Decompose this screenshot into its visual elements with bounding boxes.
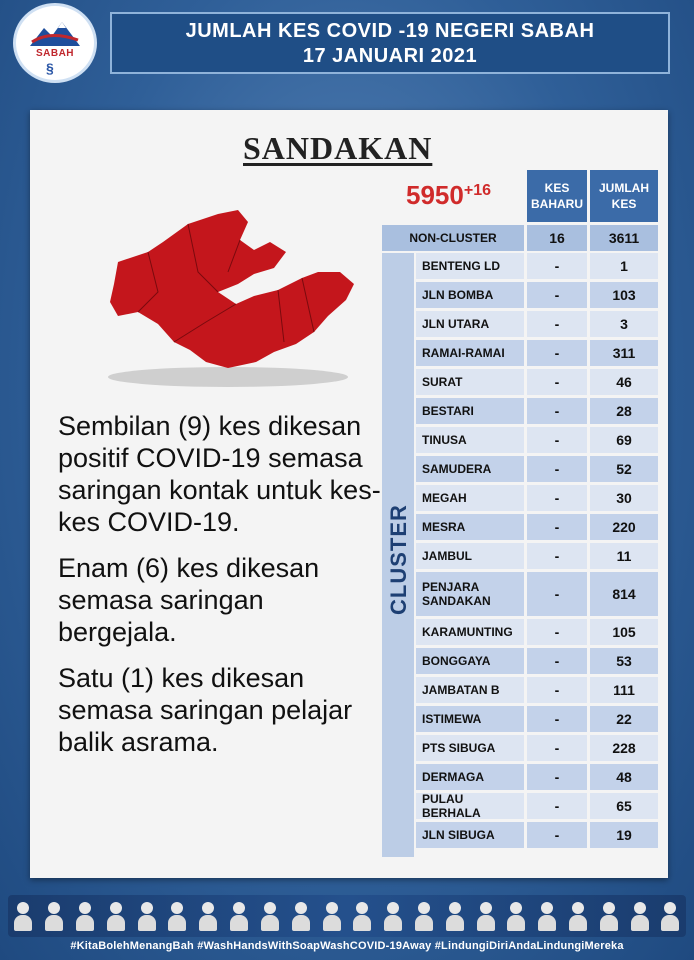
table-row (416, 514, 658, 540)
total-cases (406, 180, 491, 211)
frontliner-icon (414, 900, 434, 932)
cluster-baharu-cell: - (527, 677, 587, 703)
cluster-name-cell: SURAT (416, 369, 524, 395)
frontliner-icon (13, 900, 33, 932)
cluster-jumlah-cell: 220 (590, 514, 658, 540)
cluster-jumlah-cell: 22 (590, 706, 658, 732)
cluster-baharu-cell: - (527, 572, 587, 616)
cluster-jumlah-cell: 814 (590, 572, 658, 616)
cluster-baharu-cell: - (527, 456, 587, 482)
frontliner-icon (445, 900, 465, 932)
mountain-icon (30, 20, 80, 46)
cluster-name-cell: ISTIMEWA (416, 706, 524, 732)
cluster-name-cell: SAMUDERA (416, 456, 524, 482)
case-description (58, 410, 388, 772)
sandakan-map-icon (78, 192, 358, 392)
cluster-jumlah-cell: 52 (590, 456, 658, 482)
cluster-name-cell: JLN UTARA (416, 311, 524, 337)
cluster-name-cell: BENTENG LD (416, 253, 524, 279)
header-jumlah-kes: JUMLAH KES (590, 170, 658, 222)
frontliner-icon (44, 900, 64, 932)
non-cluster-row (382, 225, 658, 251)
table-row (416, 427, 658, 453)
cluster-baharu-cell: - (527, 398, 587, 424)
table-row (416, 340, 658, 366)
table-row (416, 253, 658, 279)
cluster-jumlah-cell: 228 (590, 735, 658, 761)
frontliner-icon (106, 900, 126, 932)
total-new-cases: +16 (463, 182, 491, 199)
cluster-name-cell: PULAU BERHALA (416, 793, 524, 819)
cluster-jumlah-cell: 46 (590, 369, 658, 395)
cluster-name-cell: BESTARI (416, 398, 524, 424)
frontliner-icon (229, 900, 249, 932)
cluster-name-cell: RAMAI-RAMAI (416, 340, 524, 366)
cluster-name-cell: DERMAGA (416, 764, 524, 790)
cluster-baharu-cell: - (527, 427, 587, 453)
page-date: 17 JANUARI 2021 (302, 45, 478, 67)
cluster-jumlah-cell: 53 (590, 648, 658, 674)
cluster-baharu-cell: - (527, 311, 587, 337)
table-row (416, 793, 658, 819)
cluster-baharu-cell: - (527, 619, 587, 645)
cluster-jumlah-cell: 311 (590, 340, 658, 366)
cluster-jumlah-cell: 65 (590, 793, 658, 819)
cluster-table (416, 253, 658, 851)
frontliner-icon (506, 900, 526, 932)
cluster-baharu-cell: - (527, 369, 587, 395)
cluster-name-cell: BONGGAYA (416, 648, 524, 674)
non-cluster-baharu: 16 (527, 225, 587, 251)
frontliner-icon (137, 900, 157, 932)
cluster-name-cell: MESRA (416, 514, 524, 540)
table-row (416, 543, 658, 569)
frontliner-icon (568, 900, 588, 932)
sabah-logo (16, 6, 94, 80)
table-row (416, 282, 658, 308)
cluster-baharu-cell: - (527, 735, 587, 761)
cluster-jumlah-cell: 1 (590, 253, 658, 279)
title-banner (110, 12, 670, 74)
logo-text: SABAH (35, 48, 75, 59)
frontliner-icon (537, 900, 557, 932)
table-row (416, 398, 658, 424)
cluster-baharu-cell: - (527, 648, 587, 674)
description-paragraph-3: Satu (1) kes dikesan semasa saringan pelajar balik asrama. (58, 663, 353, 757)
frontliner-icon (198, 900, 218, 932)
description-paragraph-2: Enam (6) kes dikesan semasa saringan bergejala. (58, 553, 320, 647)
cluster-name-cell: MEGAH (416, 485, 524, 511)
table-row (416, 677, 658, 703)
cluster-baharu-cell: - (527, 706, 587, 732)
cluster-name-cell: KARAMUNTING (416, 619, 524, 645)
frontliner-icon (476, 900, 496, 932)
cluster-name-cell: PENJARA SANDAKAN (416, 572, 524, 616)
table-row (416, 648, 658, 674)
cluster-jumlah-cell: 105 (590, 619, 658, 645)
frontliner-icon (75, 900, 95, 932)
cluster-name-cell: TINUSA (416, 427, 524, 453)
description-paragraph-1: Sembilan (9) kes dikesan positif COVID-19 semasa saringan kontak untuk kes-kes COVID-19. (58, 411, 381, 537)
cluster-jumlah-cell: 28 (590, 398, 658, 424)
frontliner-icon (167, 900, 187, 932)
logo-swoosh-icon: § (46, 60, 54, 76)
non-cluster-jumlah: 3611 (590, 225, 658, 251)
cluster-name-cell: JAMBUL (416, 543, 524, 569)
header-kes-baharu: KES BAHARU (527, 170, 587, 222)
cluster-baharu-cell: - (527, 764, 587, 790)
cluster-jumlah-cell: 30 (590, 485, 658, 511)
frontliner-icon (383, 900, 403, 932)
frontliner-icon (260, 900, 280, 932)
cluster-jumlah-cell: 111 (590, 677, 658, 703)
cluster-jumlah-cell: 48 (590, 764, 658, 790)
frontliner-icon (630, 900, 650, 932)
cluster-baharu-cell: - (527, 514, 587, 540)
table-row (416, 369, 658, 395)
cluster-name-cell: JLN BOMBA (416, 282, 524, 308)
content-panel (30, 110, 668, 878)
total-cases-value: 5950 (406, 180, 464, 210)
footer-hashtags: #KitaBolehMenangBah #WashHandsWithSoapWashCOVID-19Away #LindungiDiriAndaLindungiMereka (70, 940, 624, 952)
cluster-jumlah-cell: 11 (590, 543, 658, 569)
cluster-name-cell: JLN SIBUGA (416, 822, 524, 848)
frontliner-icon (599, 900, 619, 932)
frontliner-icon (291, 900, 311, 932)
table-row (416, 735, 658, 761)
cluster-baharu-cell: - (527, 793, 587, 819)
cluster-baharu-cell: - (527, 485, 587, 511)
district-title: SANDAKAN (243, 130, 433, 166)
table-row (416, 822, 658, 848)
cluster-jumlah-cell: 3 (590, 311, 658, 337)
cluster-baharu-cell: - (527, 253, 587, 279)
table-row (416, 619, 658, 645)
cluster-jumlah-cell: 69 (590, 427, 658, 453)
table-row (416, 764, 658, 790)
cluster-label: CLUSTER (386, 504, 411, 616)
cluster-jumlah-cell: 103 (590, 282, 658, 308)
non-cluster-label: NON-CLUSTER (382, 225, 524, 251)
frontliner-icon (352, 900, 372, 932)
cluster-name-cell: PTS SIBUGA (416, 735, 524, 761)
cluster-baharu-cell: - (527, 543, 587, 569)
table-row (416, 456, 658, 482)
cluster-baharu-cell: - (527, 340, 587, 366)
cluster-baharu-cell: - (527, 822, 587, 848)
table-row (416, 572, 658, 616)
table-row (416, 485, 658, 511)
frontliner-icon (660, 900, 680, 932)
cluster-jumlah-cell: 19 (590, 822, 658, 848)
cluster-baharu-cell: - (527, 282, 587, 308)
cluster-name-cell: JAMBATAN B (416, 677, 524, 703)
page-title: JUMLAH KES COVID -19 NEGERI SABAH (185, 20, 595, 42)
frontliner-icon (322, 900, 342, 932)
table-row (416, 706, 658, 732)
table-row (416, 311, 658, 337)
frontliner-strip (8, 895, 686, 937)
